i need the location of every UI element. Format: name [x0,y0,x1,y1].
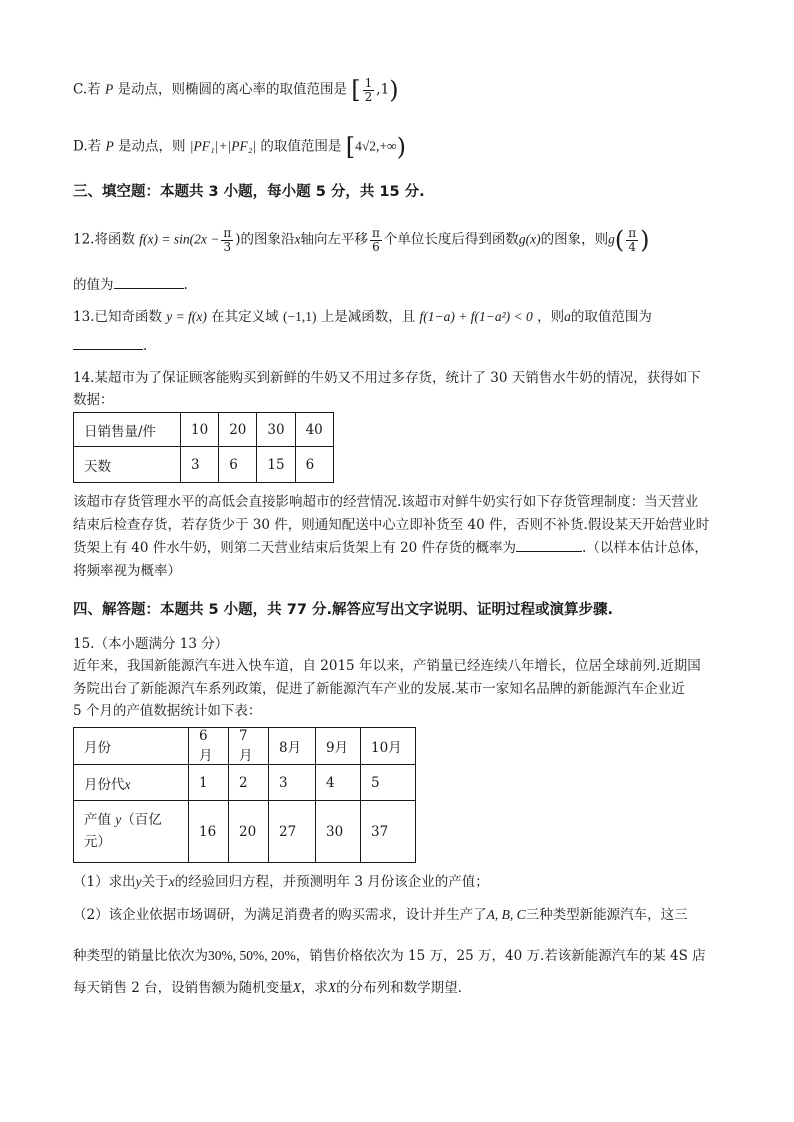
question-14-line2: 数据： [73,392,114,408]
question-15-part2-line1: （2）该企业依据市场调研，为满足消费者的购买需求，设计并生产了A, B, C三种类型新能源汽车，这三 [73,907,688,923]
table-row: 天数 3 6 15 6 [74,447,334,483]
question-15-p1: 近年来，我国新能源汽车进入快车道，自 2015 年以来，产销量已经连续八年增长，位居全球前列.近期国 [73,658,701,674]
question-15-p2: 务院出台了新能源汽车系列政策，促进了新能源汽车产业的发展.某市一家知名品牌的新能源汽车企业近 [73,681,685,697]
var-p: P [104,81,114,97]
answer-blank-13[interactable] [73,349,143,350]
question-12-line2: 的值为 . [73,277,188,293]
answer-blank-12[interactable] [114,288,184,289]
question-13: 13.已知奇函数 y = f(x) 在其定义域 (−1,1) 上是减函数，且 f(1−a) + f(1−a²) < 0 ，则a的取值范围为 [73,309,652,325]
sales-table [73,412,334,483]
question-14-para4: 将频率视为概率） [73,563,181,579]
question-14-para2: 结束后检查存货，若存货少于 30 件，则通知配送中心立即补货至 40 件，否则不补货.假设某天开始营业时 [73,517,710,533]
focal-sum-expr: |PF₁|+|PF₂| [189,138,257,154]
table-row: 月份 6月 7月 8月 9月 10月 [74,728,416,765]
section-3-heading: 三、填空题：本题共 3 小题，每小题 5 分，共 15 分. [73,184,425,200]
question-15-p3: 5 个月的产值数据统计如下表： [73,703,262,719]
option-d: D.若 P 是动点，则 |PF₁|+|PF₂| 的取值范围是 [4√2,+∞) [73,133,406,161]
answer-blank-14[interactable] [516,551,582,552]
question-14-para1: 该超市存货管理水平的高低会直接影响超市的经营情况.该超市对鲜牛奶实行如下存货管理制度：当天营业 [73,494,699,510]
question-15-title: 15.（本小题满分 13 分） [73,636,229,652]
question-12: 12.将函数 f(x) = sin(2x − $\frac{\pi}{3}$ )的图象沿x轴向左平移 $\frac{\pi}{6}$ 个单位长度后得到函数g(x)的图象，则g( $\frac{\pi}{4}$ ) [73,225,650,254]
question-15-part1: （1）求出y关于x的经验回归方程，并预测明年 3 月份该企业的产值； [73,874,489,890]
production-table [73,727,416,863]
table-row: 产值 y（百亿 元） 16 20 27 30 37 [74,801,416,863]
fraction-half: $\frac{1}{2}$ [364,75,373,104]
table-row: 月份代x 1 2 3 4 5 [74,765,416,801]
option-c: C.若 P 是动点，则椭圆的离心率的取值范围是 [ $\frac{1}{2}$ ,1) [73,75,399,104]
table-row: 日销售量/件 10 20 30 40 [74,413,334,447]
question-13-line2: . [73,338,147,354]
question-14-line1: 14.某超市为了保证顾客能购买到新鲜的牛奶又不用过多存货，统计了 30 天销售水牛奶的情况，获得如下 [73,370,701,386]
question-14-para3: 货架上有 40 件水牛奶，则第二天营业结束后货架上有 20 件存货的概率为 .（以样本估计总体， [73,540,708,556]
section-4-heading: 四、解答题：本题共 5 小题，共 77 分.解答应写出文字说明、证明过程或演算步骤. [73,602,613,618]
question-15-part2-line3: 每天销售 2 台，设销售额为随机变量X，求X的分布列和数学期望. [73,980,462,996]
question-15-part2-line2: 种类型的销量比依次为30%, 50%, 20%，销售价格依次为 15 万，25 万，40 万.若该新能源汽车的某 4S 店 [73,948,706,964]
